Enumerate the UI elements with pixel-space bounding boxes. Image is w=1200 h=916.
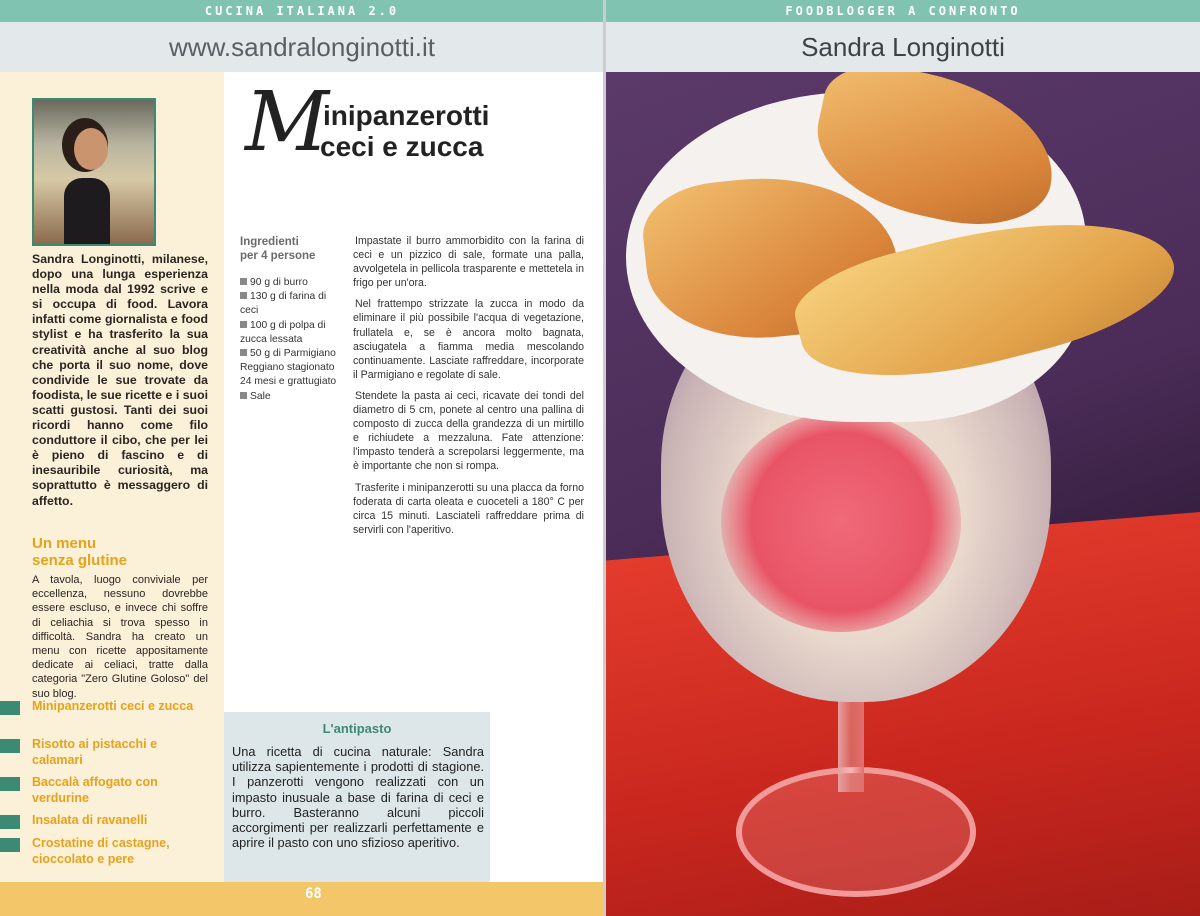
page-number: 68	[305, 886, 322, 902]
portrait-head	[74, 128, 108, 170]
ingredients-list	[240, 276, 340, 404]
menu-item-label: Insalata di ravanelli	[32, 813, 148, 827]
antipasto-box	[224, 712, 490, 882]
recipe-step: Stendete la pasta ai ceci, ricavate dei tondi del diametro di 5 cm, ponete al centro una pallina di composto di zucca della grandezza di un mirtillo e richiudete a mezzaluna. Fate attenzione: l'impasto tenderà a screpolarsi leggermente, ma è importante che non si rompa.	[353, 389, 584, 473]
portrait-body	[64, 178, 110, 244]
recipe-title-line1: inipanzerotti	[323, 100, 490, 131]
recipe-step: Impastate il burro ammorbidito con la farina di ceci e un pizzico di sale, formate una palla, avvolgetela in pellicola trasparente e mettetela in frigo per un'ora.	[353, 235, 584, 290]
bullet-square-icon	[0, 739, 20, 753]
ingredients-heading-line1: Ingredienti	[240, 236, 299, 248]
ingredients-heading	[240, 235, 315, 263]
section-header-right: FOODBLOGGER A CONFRONTO	[606, 0, 1200, 22]
menu-item-label: Crostatine di castagne, cioccolato e pere	[32, 836, 170, 866]
blogger-name: Sandra Longinotti	[606, 22, 1200, 72]
menu-item-label: Risotto ai pistacchi e calamari	[32, 737, 158, 767]
bullet-square-icon	[0, 838, 20, 852]
menu-heading	[32, 535, 127, 569]
recipe-steps	[353, 234, 584, 544]
blog-url[interactable]: www.sandralonginotti.it	[0, 22, 604, 72]
recipe-title-line2: ceci e zucca	[320, 131, 484, 162]
recipe-photo	[606, 72, 1200, 916]
blogger-bio: Sandra Longinotti, milanese, dopo una lunga esperienza nella moda dal 1992 scrive e si occupa di food. Lavora infatti come giornalista e food stylist e ha trasferito la sua creatività anche al suo blog che porta il suo nome, dove condivide le sue trovate da foodista, le sue ricette e i suoi scatti gustosi. Tanti dei suoi ricordi hanno come filo conduttore il cibo, che per lei è pieno di fascino e di inesauribile curiosità, ma soprattutto è messaggero di affetto.	[32, 252, 208, 508]
footer-band	[0, 882, 604, 916]
antipasto-text: Una ricetta di cucina naturale: Sandra utilizza sapientemente i prodotti di stagione. I panzerotti vengono realizzati con un impasto inusuale a base di farina di ceci e burro. Basteranno alcuni piccoli accorgimenti per realizzarli perfettamente e aprire il pasto con uno sfizioso aperitivo.	[232, 744, 484, 851]
ingredient-item: 130 g di farina di ceci	[240, 290, 340, 318]
bullet-square-icon	[0, 701, 20, 715]
recipe-step: Trasferite i minipanzerotti su una placca da forno foderata di carta oleata e cuoceteli a 180° C per circa 15 minuti. Lasciateli raffreddare prima di servirli con l'aperitivo.	[353, 481, 584, 536]
menu-heading-line2: senza glutine	[32, 552, 128, 569]
menu-heading-line1: Un menu	[32, 535, 97, 552]
bullet-square-icon	[0, 815, 20, 829]
sorbet	[721, 412, 961, 632]
recipe-title-initial: M	[245, 75, 329, 170]
ingredient-item: 50 g di Parmigiano Reggiano stagionato 24 mesi e grattugiato	[240, 347, 340, 390]
menu-item-label: Minipanzerotti ceci e zucca	[32, 699, 194, 713]
menu-description: A tavola, luogo conviviale per eccellenza, nessuno dovrebbe essere escluso, e invece chi soffre di celiachia si trova spesso in difficoltà. Sandra ha creato un menu con ricette appositamente dedicate ai celiaci, tratte dalla categoria "Zero Glutine Goloso" del suo blog.	[32, 574, 208, 700]
section-header-left: CUCINA ITALIANA 2.0	[0, 0, 604, 22]
menu-item-label: Baccalà affogato con verdurine	[32, 775, 158, 805]
ingredient-item: 100 g di polpa di zucca lessata	[240, 319, 340, 347]
antipasto-title: L'antipasto	[322, 721, 392, 736]
ingredient-item: 90 g di burro	[240, 276, 340, 290]
recipe-step: Nel frattempo strizzate la zucca in modo da eliminare il più possibile l'acqua di vegetazione, frullatela e, se è ancora molto bagnata, asciugatela a fiamma media mescolando continuamente. Lasciate raffreddare, incorporate il Parmigiano e regolate di sale.	[353, 298, 584, 381]
blogger-portrait-photo	[32, 98, 156, 246]
ingredients-heading-line2: per 4 persone	[240, 250, 316, 262]
bullet-square-icon	[0, 777, 20, 791]
glass-stem	[838, 692, 864, 792]
ingredient-item: Sale	[240, 390, 340, 404]
